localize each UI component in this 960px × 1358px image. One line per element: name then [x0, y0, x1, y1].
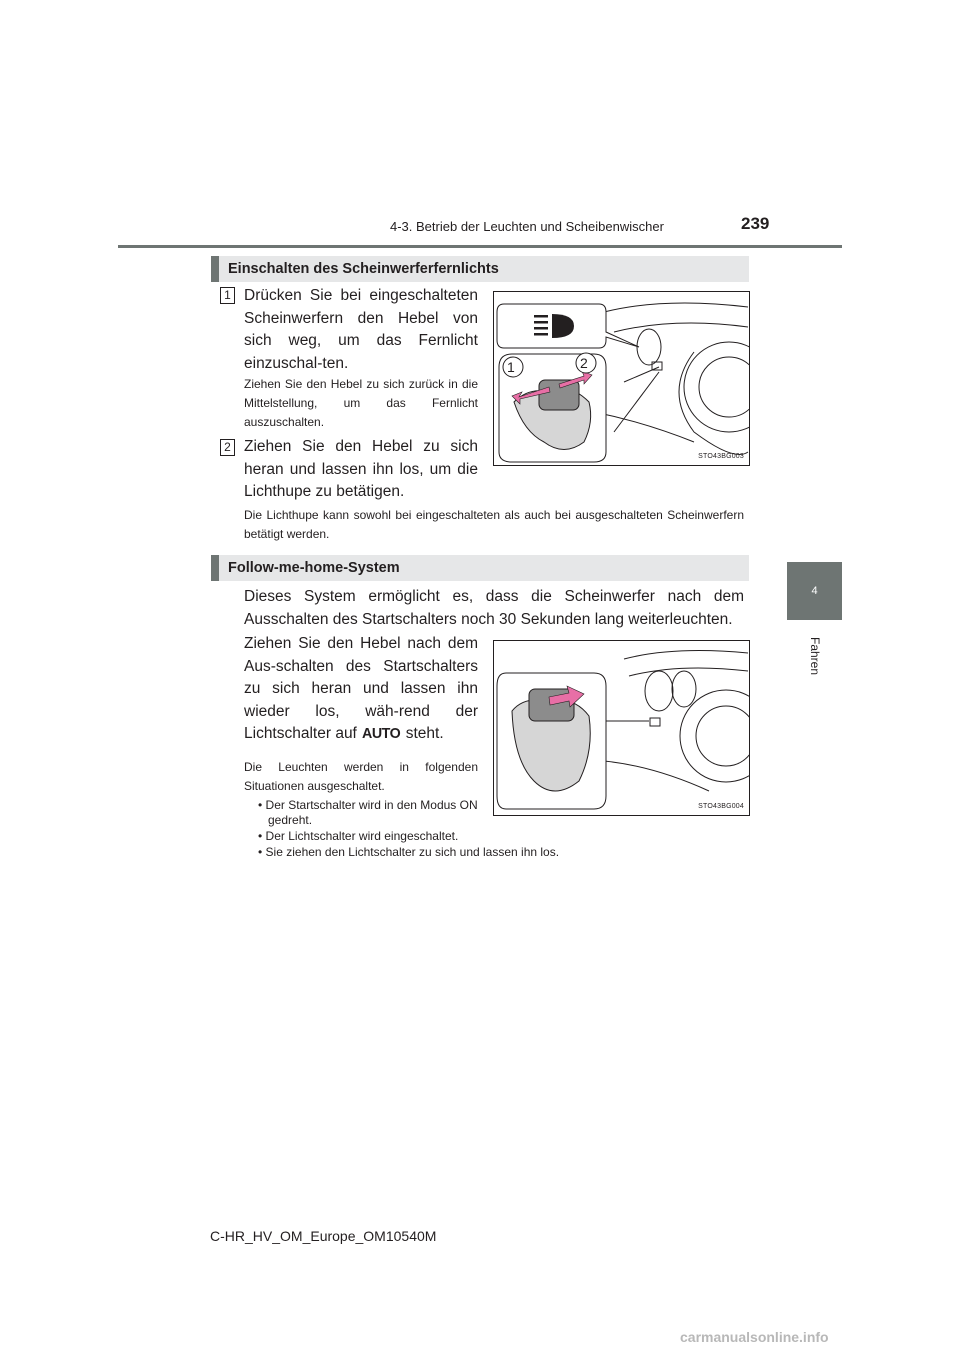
- step1-note: Ziehen Sie den Hebel zu sich zurück in die Mittelstellung, um das Fernlicht auszuschalten.: [244, 377, 478, 429]
- watermark: carmanualsonline.info: [680, 1329, 829, 1345]
- figure-code: STO43BG003: [698, 453, 744, 460]
- figure-follow-me-home: [493, 640, 750, 816]
- figure-code: STO43BG004: [698, 803, 744, 810]
- page-number: 239: [741, 214, 770, 233]
- callout-2: 2: [580, 355, 588, 371]
- auto-symbol: AUTO: [362, 725, 401, 742]
- step1-text: Drücken Sie bei eingeschalteten Scheinwerfern den Hebel von sich weg, um das Fernlicht einzuschal-ten.: [244, 287, 478, 372]
- step2-text: Ziehen Sie den Hebel zu sich heran und lassen ihn los, um die Lichthupe zu betätigen.: [244, 438, 478, 500]
- follow-me-home-note: Die Leuchten werden in folgenden Situationen ausgeschaltet.: [244, 760, 478, 793]
- step-number-2: 2: [220, 439, 235, 456]
- running-header: 4-3. Betrieb der Leuchten und Scheibenwischer: [390, 219, 664, 234]
- figure-high-beam-illustration: [494, 292, 749, 465]
- follow-me-home-intro: Dieses System ermöglicht es, dass die Scheinwerfer nach dem Ausschalten des Startschalters noch 30 Sekunden lang weiterleuchten.: [244, 588, 744, 628]
- header-rule: [118, 245, 842, 248]
- follow-me-home-instruction: [244, 633, 478, 746]
- list-item: • Der Startschalter wird in den Modus ON gedreht.: [258, 798, 478, 827]
- instruction-part2: steht.: [405, 725, 444, 742]
- list-item: • Sie ziehen den Lichtschalter zu sich und lassen ihn los.: [258, 845, 560, 859]
- section-heading-follow-me-home: Follow-me-home-System: [211, 555, 749, 581]
- figure-high-beam: [493, 291, 750, 466]
- footer-doc-id: C-HR_HV_OM_Europe_OM10540M: [210, 1228, 437, 1244]
- callout-1: 1: [507, 359, 515, 375]
- list-item: • Der Lichtschalter wird eingeschaltet.: [258, 829, 459, 843]
- figure-follow-me-home-illustration: [494, 641, 749, 815]
- section-heading-high-beam: Einschalten des Scheinwerferfernlichts: [211, 256, 749, 282]
- instruction-part1: Ziehen Sie den Hebel nach dem Aus-schalten des Startschalters zu sich heran und lassen ihn wieder los, wäh-rend der Lichtschalter auf: [244, 635, 478, 742]
- chapter-tab: 4: [787, 562, 842, 620]
- section1-note: Die Lichthupe kann sowohl bei eingeschalteten als auch bei ausgeschalteten Scheinwerfern betätigt werden.: [244, 508, 744, 541]
- chapter-label: Fahren: [808, 636, 822, 676]
- step-number-1: 1: [220, 287, 235, 304]
